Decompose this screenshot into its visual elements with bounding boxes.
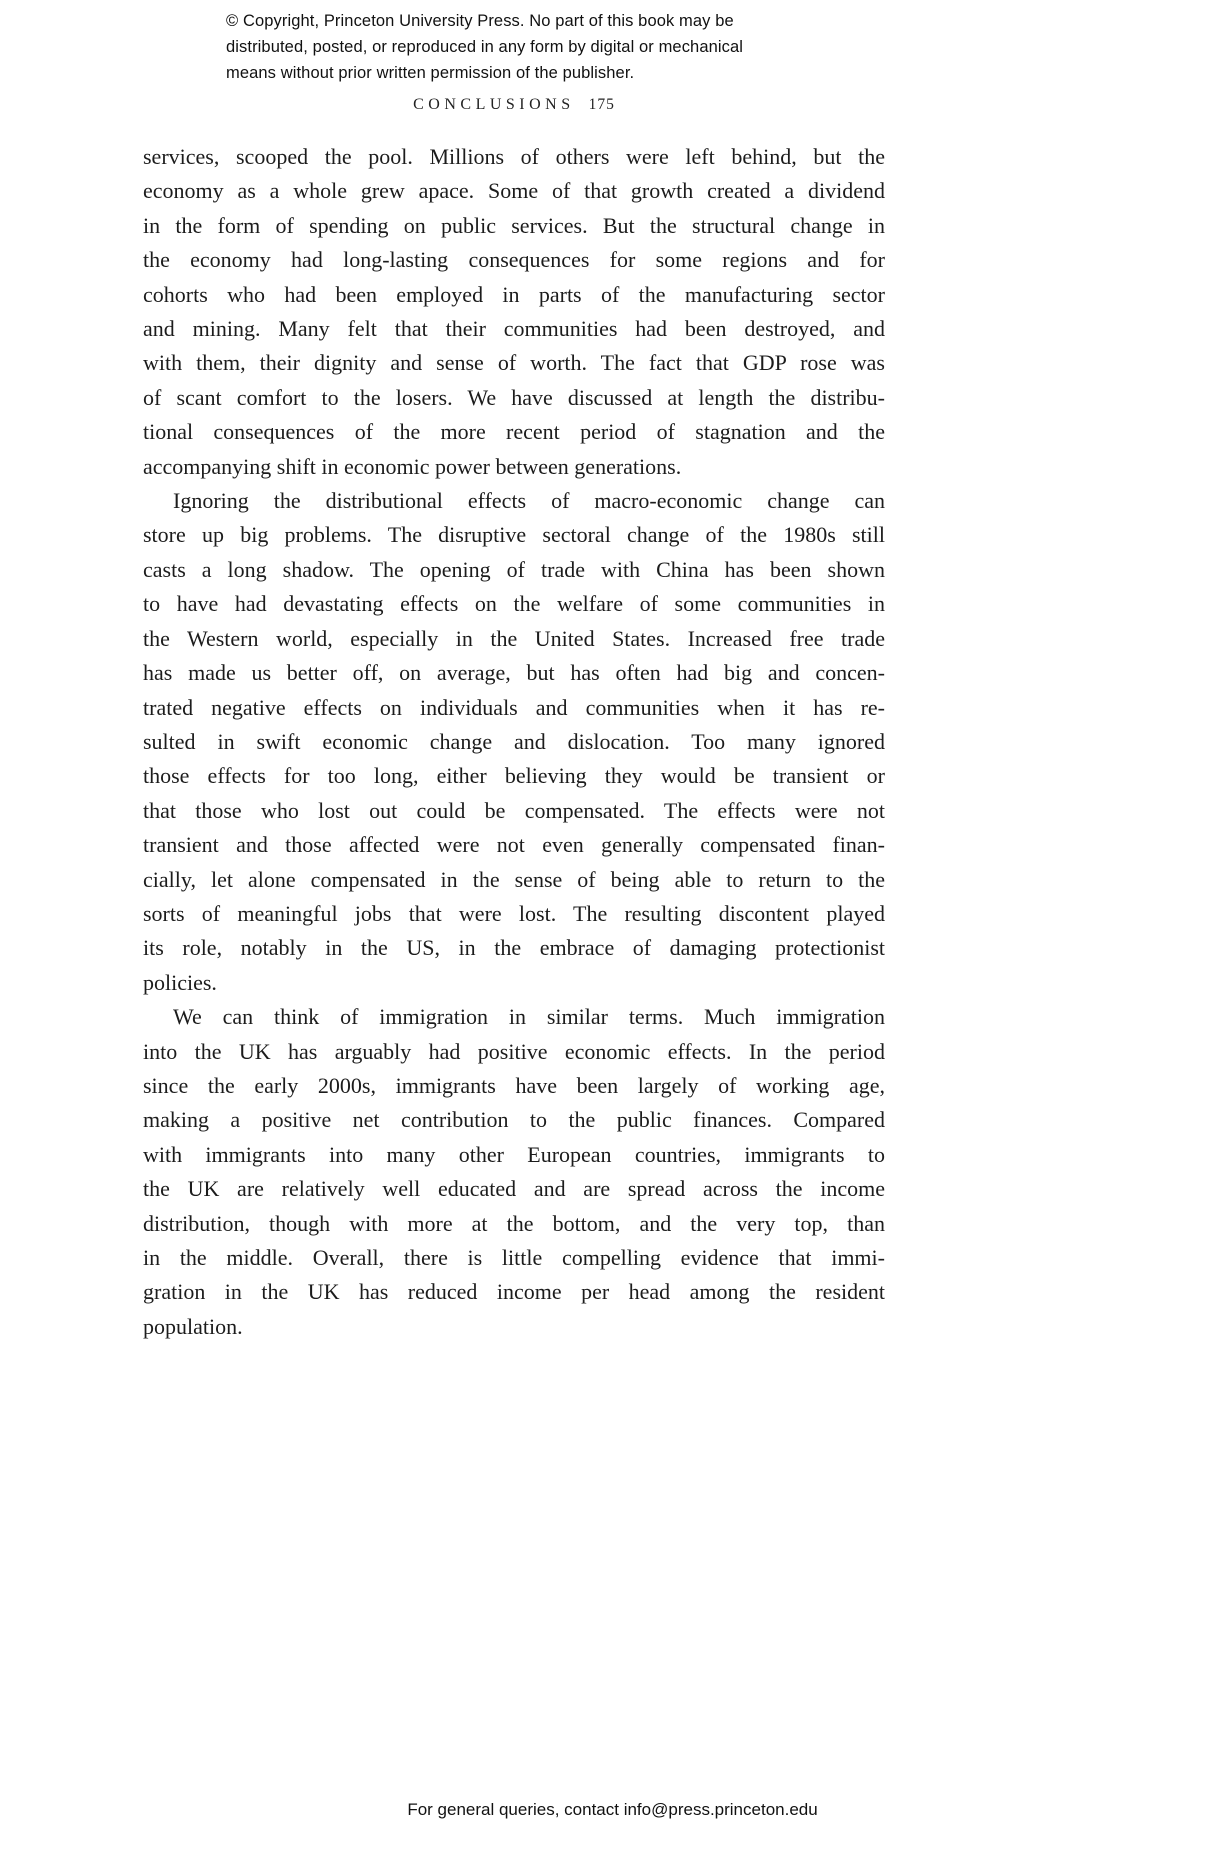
- body-line: economy as a whole grew apace. Some of that growth created a dividend: [143, 178, 885, 204]
- body-line: cohorts who had been employed in parts of the manufacturing sector: [143, 281, 885, 307]
- body-line: in the form of spending on public services. But the structural change in: [143, 212, 885, 238]
- body-line: making a positive net contribution to the public finances. Compared: [143, 1107, 885, 1133]
- body-line: gration in the UK has reduced income per head among the resident: [143, 1279, 885, 1305]
- running-head: [143, 96, 885, 114]
- body-line: transient and those affected were not even generally compensated finan-: [143, 832, 885, 858]
- copyright-line: distributed, posted, or reproduced in any form by digital or mechanical: [226, 38, 744, 56]
- body-text: [143, 140, 885, 1344]
- copyright-line: means without prior written permission of the publisher.: [226, 64, 635, 82]
- body-line: since the early 2000s, immigrants have been largely of working age,: [143, 1072, 885, 1098]
- body-line: services, scooped the pool. Millions of others were left behind, but the: [143, 144, 885, 169]
- body-line: We can think of immigration in similar terms. Much immigration: [173, 1004, 885, 1030]
- body-line: accompanying shift in economic power between generations.: [143, 453, 682, 479]
- body-line: has made us better off, on average, but has often had big and concen-: [143, 660, 885, 686]
- body-line: Ignoring the distributional effects of macro-economic change can: [173, 488, 885, 514]
- body-line: into the UK has arguably had positive economic effects. In the period: [143, 1038, 885, 1064]
- body-line: the UK are relatively well educated and are spread across the income: [143, 1176, 885, 1202]
- body-line: its role, notably in the US, in the embrace of damaging protectionist: [143, 935, 885, 961]
- body-line: cially, let alone compensated in the sense of being able to return to the: [143, 866, 885, 892]
- copyright-notice: [226, 8, 743, 86]
- body-line: the Western world, especially in the United States. Increased free trade: [143, 625, 885, 651]
- body-line: distribution, though with more at the bottom, and the very top, than: [143, 1210, 885, 1236]
- body-line: the economy had long-lasting consequences for some regions and for: [143, 247, 885, 273]
- body-line: population.: [143, 1313, 243, 1339]
- body-line: with them, their dignity and sense of worth. The fact that GDP rose was: [143, 350, 885, 376]
- body-line: trated negative effects on individuals and communities when it has re-: [143, 694, 885, 720]
- footer-contact: For general queries, contact info@press.princeton.edu: [407, 1800, 818, 1819]
- body-line: policies.: [143, 969, 217, 995]
- body-line: in the middle. Overall, there is little compelling evidence that immi-: [143, 1245, 885, 1270]
- body-line: to have had devastating effects on the welfare of some communities in: [143, 591, 885, 617]
- body-line: store up big problems. The disruptive sectoral change of the 1980s still: [143, 522, 885, 548]
- body-line: of scant comfort to the losers. We have discussed at length the distribu-: [143, 384, 885, 410]
- body-line: that those who lost out could be compensated. The effects were not: [143, 797, 885, 823]
- body-line: casts a long shadow. The opening of trade with China has been shown: [143, 556, 885, 582]
- page-number: 175: [588, 96, 615, 113]
- body-line: tional consequences of the more recent period of stagnation and the: [143, 419, 885, 445]
- copyright-line: © Copyright, Princeton University Press. No part of this book may be: [226, 12, 734, 30]
- chapter-title: CONCLUSIONS: [413, 96, 575, 113]
- body-line: sorts of meaningful jobs that were lost. The resulting discontent played: [143, 900, 885, 926]
- body-line: and mining. Many felt that their communities had been destroyed, and: [143, 316, 885, 342]
- body-line: those effects for too long, either believing they would be transient or: [143, 763, 885, 789]
- body-line: with immigrants into many other European countries, immigrants to: [143, 1141, 885, 1167]
- body-line: sulted in swift economic change and dislocation. Too many ignored: [143, 728, 885, 754]
